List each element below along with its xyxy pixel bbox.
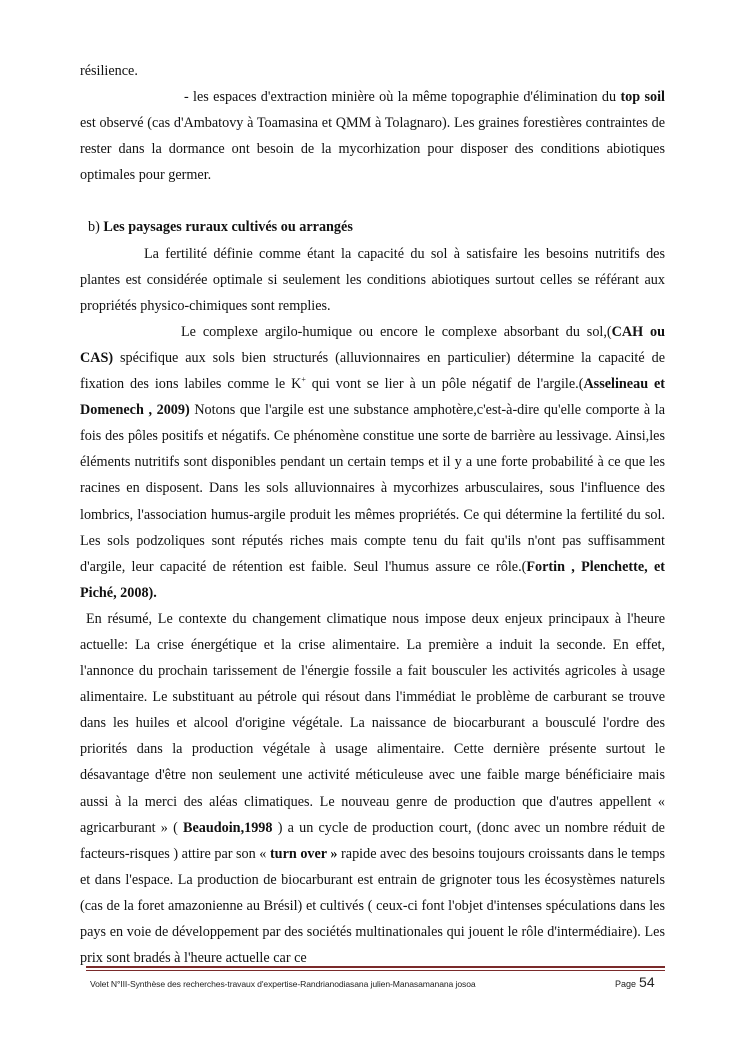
citation-fortin: Fortin , Plenchette, et Piché, 2008). — [80, 558, 665, 601]
bold-turn-over: turn over » — [269, 845, 338, 862]
superscript-plus: + — [301, 375, 306, 385]
paragraph-resilience-end: résilience. — [80, 63, 138, 79]
page-label: Page — [615, 979, 637, 989]
paragraph-mining-spaces: - les espaces d'extraction minière où la même topographie d'élimination du top soil est observé (cas d'Ambatovy à Toamasina et QMM à Tolagnaro). Les graines forestières contraintes de rester dans la dormance ont besoin de la mycorhization pour disposer des conditions abiotiques optimales pour germer. — [80, 89, 665, 184]
paragraph-clay-humus-complex: Le complexe argilo-humique ou encore le complexe absorbant du sol,(CAH ou CAS) spécifique aux sols bien structurés (alluvionnaires en particulier) détermine la capacité de fixation des ions labiles comme le K+ qui vont se lier à un pôle négatif de l'argile.(Asselineau et Domenech , 2009) Notons que l'argile est une substance amphotère,c'est-à-dire qu'elle comporte à la fois des pôles positifs et négatifs. Ce phénomène constitue une sorte de barrière au lessivage. Ainsi,les éléments nutritifs sont disponibles pendant un certain temps et il y a une forte probabilité à ce que les racines en disposent. Dans les sols alluvionnaires à mycorhizes arbusculaires, sous l'influence des lombrics, l'association humus-argile produit les mêmes propriétés. Ce qui détermine la fertilité du sol. Les sols podzoliques sont réputés riches mais compte tenu du fait qu'ils n'ont pas suffisamment d'argile, leur capacité de rétention est faible. Seul l'humus assure ce rôle.(Fortin , Plenchette, et Piché, 2008). — [80, 323, 665, 601]
bold-top-soil: top soil — [620, 89, 665, 106]
footer-rule-thick — [86, 966, 665, 968]
footer-page-number — [615, 974, 655, 991]
section-heading-b: b) Les paysages ruraux cultivés ou arrangés — [88, 219, 353, 236]
footer-volume-text: Volet N°III-Synthèse des recherches-travaux d'expertise-Randrianodiasana julien-Manasamanana josoa — [90, 979, 476, 989]
body-text — [80, 58, 665, 971]
paragraph-gap — [80, 188, 665, 214]
paragraph-fertility: La fertilité définie comme étant la capacité du sol à satisfaire les besoins nutritifs des plantes est considérée optimale si seulement les conditions abiotiques surtout celles se référant aux propriétés physico-chimiques sont remplies. — [80, 245, 665, 314]
footer-rule-thin — [86, 970, 665, 971]
citation-beaudoin: Beaudoin,1998 — [183, 819, 273, 836]
page-number: 54 — [639, 974, 655, 990]
citation-asselineau: Asselineau et Domenech , 2009) — [80, 376, 665, 419]
paragraph-summary: En résumé, Le contexte du changement climatique nous impose deux enjeux principaux à l'heure actuelle: La crise énergétique et la crise alimentaire. La première a induit la seconde. En effet, l'annonce du prochain tarissement de l'énergie fossile a fait bousculer les activités agricoles à usage alimentaire. Le substituant au pétrole qui résout dans l'immédiat le problème de carburant se trouve dans les huiles et alcool d'origine végétale. La naissance de biocarburant a bousculé l'ordre des priorités dans la production végétale à usage alimentaire. Cette dernière présente surtout le désavantage d'être non seulement une activité méticuleuse avec une faible marge bénéficiaire mais aussi à la merci des aléas climatiques. Le nouveau genre de production que d'autres appellent « agricarburant » ( Beaudoin,1998 ) a un cycle de production court, (donc avec un nombre réduit de facteurs-risques ) attire par son « turn over » rapide avec des besoins toujours croissants dans le temps et dans l'espace. La production de biocarburant est entrain de grignoter tous les écosystèmes naturels (cas de la foret amazonienne au Brésil) et cultivés ( ceux-ci font l'objet d'intenses spéculations dans les pays en voie de développement par des sociétés multinationales qui jouent le rôle d'intermédiaire). Les prix sont bradés à l'heure actuelle car ce — [80, 610, 666, 967]
bold-cah-cas: CAH ou CAS) — [80, 323, 665, 366]
section-heading-title: Les paysages ruraux cultivés ou arrangés — [103, 219, 353, 236]
footer-rule — [86, 966, 665, 971]
